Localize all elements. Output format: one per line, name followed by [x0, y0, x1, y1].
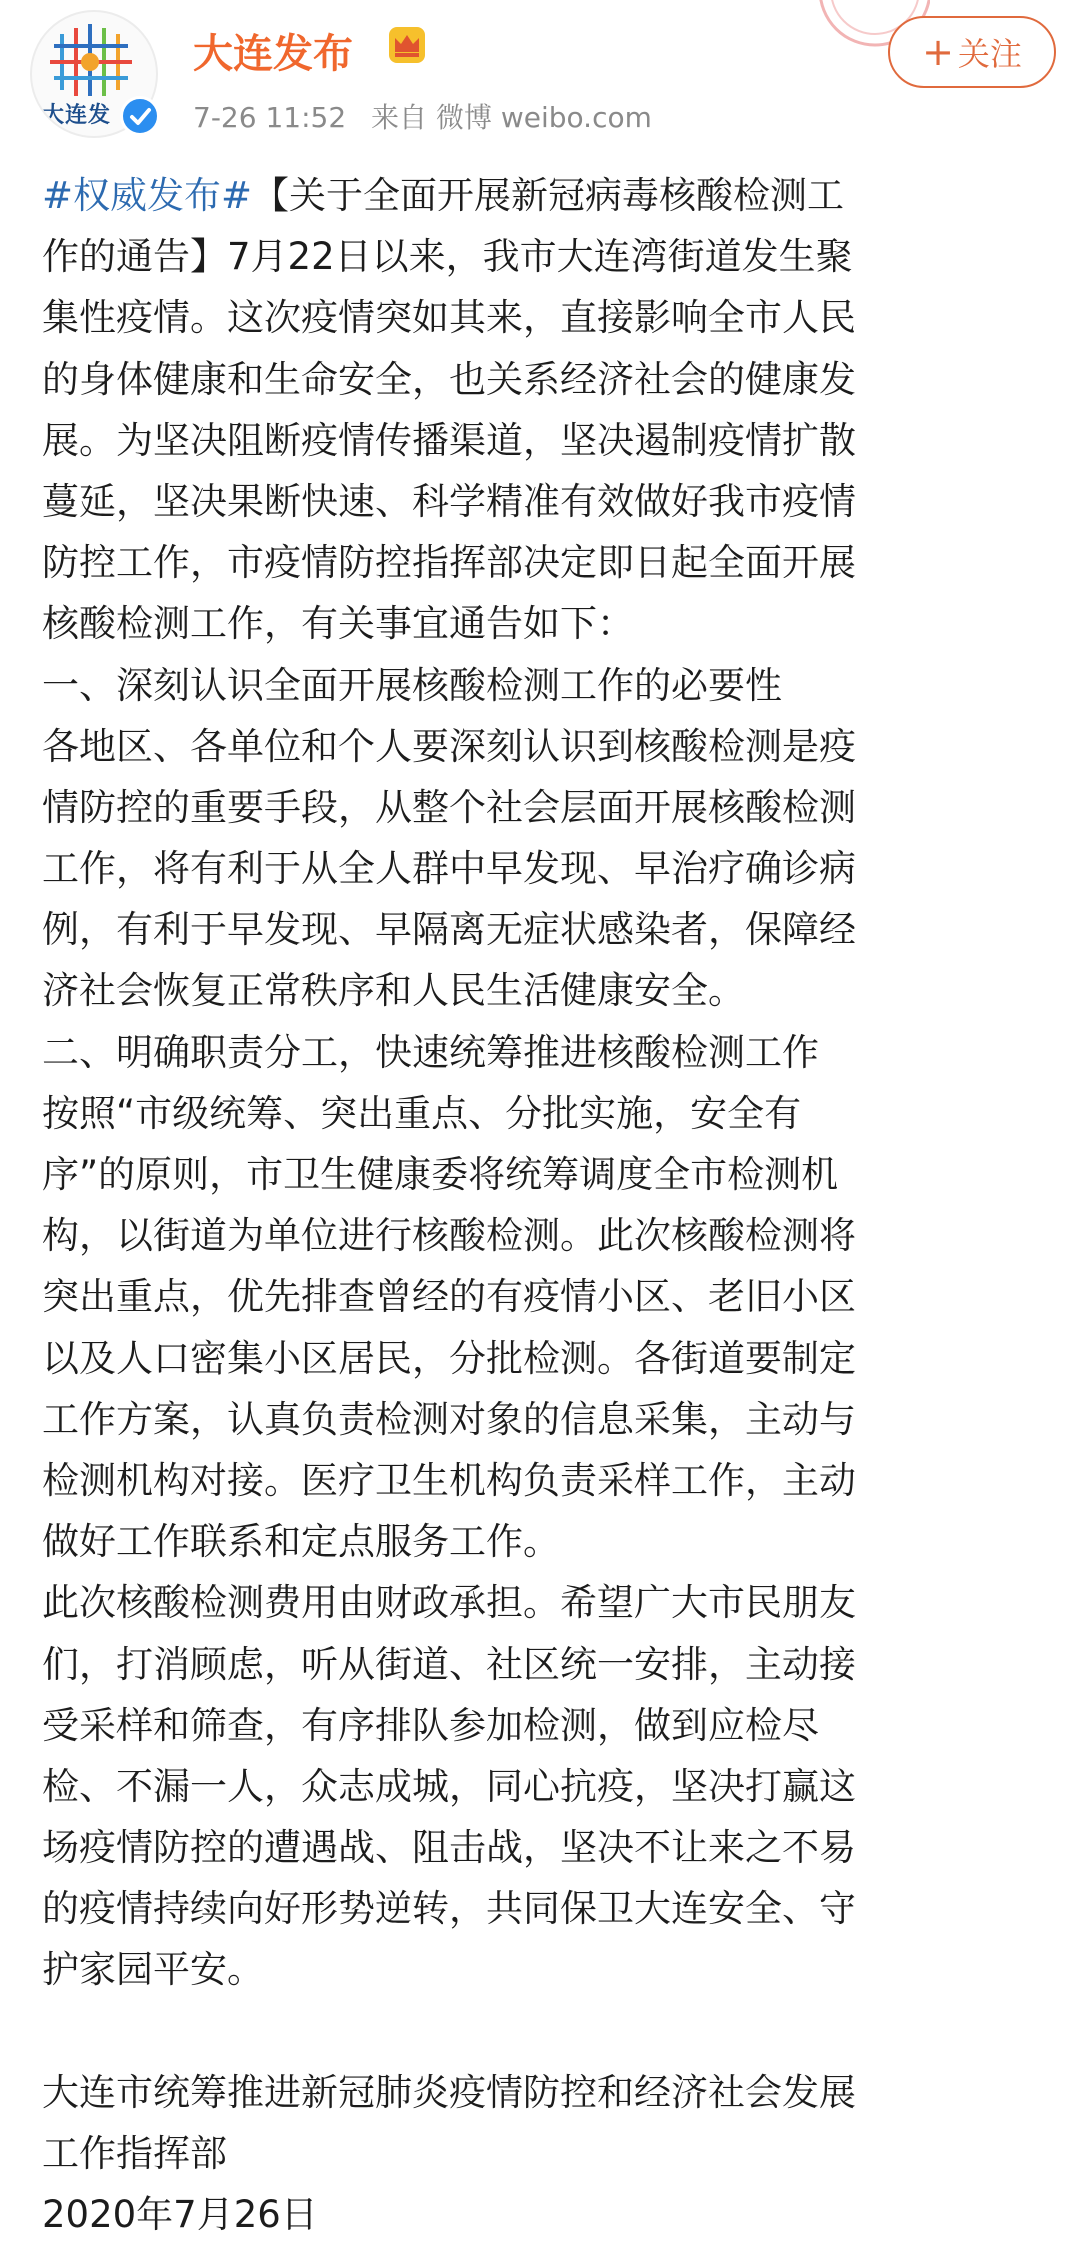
- vip-crown-icon[interactable]: [386, 24, 428, 66]
- account-name[interactable]: 大连发布: [193, 31, 353, 77]
- verified-check-icon: [120, 96, 160, 136]
- post-line: 的疫情持续向好形势逆转，共同保卫大连安全、守: [42, 1887, 856, 1931]
- section-heading-2: 二、明确职责分工，快速统筹推进核酸检测工作: [42, 1030, 819, 1074]
- post-time: 7-26 11:52: [193, 101, 347, 134]
- post-line: 检测机构对接。医疗卫生机构负责采样工作，主动: [42, 1458, 856, 1502]
- post-line: 做好工作联系和定点服务工作。: [42, 1520, 560, 1564]
- post-source[interactable]: 来自 微博 weibo.com: [371, 101, 652, 134]
- post-line: 检、不漏一人，众志成城，同心抗疫，坚决打赢这: [42, 1764, 856, 1808]
- post-line: 护家园平安。: [42, 1948, 264, 1992]
- post-line: 工作方案，认真负责检测对象的信息采集，主动与: [42, 1397, 856, 1441]
- post-meta: [193, 96, 668, 136]
- avatar-label: 大连发: [42, 103, 112, 128]
- post-line: [42, 165, 1042, 226]
- post-line: 展。为坚决阻断疫情传播渠道，坚决遏制疫情扩散: [42, 418, 856, 462]
- post-line: 情防控的重要手段，从整个社会层面开展核酸检测: [42, 785, 856, 829]
- post-line: 以及人口密集小区居民，分批检测。各街道要制定: [42, 1336, 856, 1380]
- post-line: 例，有利于早发现、早隔离无症状感染者，保障经: [42, 908, 856, 952]
- post-line: 突出重点，优先排查曾经的有疫情小区、老旧小区: [42, 1275, 856, 1319]
- post-line: 构，以街道为单位进行核酸检测。此次核酸检测将: [42, 1214, 856, 1258]
- post-date: 2020年7月26日: [42, 2193, 318, 2237]
- post-line: 序”的原则，市卫生健康委将统筹调度全市检测机: [42, 1153, 839, 1196]
- post-line: 作的通告】7月22日以来，我市大连湾街道发生聚: [42, 235, 853, 279]
- post-line: 此次核酸检测费用由财政承担。希望广大市民朋友: [42, 1581, 856, 1625]
- post-header: [0, 0, 1080, 160]
- post-line: 济社会恢复正常秩序和人民生活健康安全。: [42, 969, 745, 1013]
- post-line: 工作，将有利于从全人群中早发现、早治疗确诊病: [42, 847, 856, 891]
- post-body: [42, 165, 1042, 2245]
- follow-label: 关注: [957, 35, 1022, 73]
- post-line: 场疫情防控的遭遇战、阻击战，坚决不让来之不易: [42, 1826, 856, 1870]
- post-line: 受采样和筛查，有序排队参加检测，做到应检尽: [42, 1703, 819, 1747]
- post-title-start: 【关于全面开展新冠病毒核酸检测工: [252, 174, 845, 217]
- post-line: 蔓延，坚决果断快速、科学精准有效做好我市疫情: [42, 479, 856, 523]
- signature-line: 工作指挥部: [42, 2132, 227, 2175]
- plus-icon: +: [922, 30, 954, 74]
- follow-button[interactable]: [888, 16, 1056, 88]
- section-heading-1: 一、深刻认识全面开展核酸检测工作的必要性: [42, 663, 782, 707]
- post-line: 各地区、各单位和个人要深刻认识到核酸检测是疫: [42, 724, 856, 768]
- blank-line: [42, 2001, 1042, 2062]
- post-line: 集性疫情。这次疫情突如其来，直接影响全市人民: [42, 296, 856, 340]
- post-line: 核酸检测工作，有关事宜通告如下：: [42, 602, 634, 646]
- signature-line: 大连市统筹推进新冠肺炎疫情防控和经济社会发展: [42, 2070, 856, 2114]
- post-line: 们，打消顾虑，听从街道、社区统一安排，主动接: [42, 1642, 856, 1686]
- hashtag-link[interactable]: #权威发布#: [42, 174, 253, 217]
- post-line: 防控工作，市疫情防控指挥部决定即日起全面开展: [42, 541, 856, 585]
- post-line: 的身体健康和生命安全，也关系经济社会的健康发: [42, 357, 856, 401]
- post-line: 按照“市级统筹、突出重点、分批实施，安全有: [42, 1091, 802, 1135]
